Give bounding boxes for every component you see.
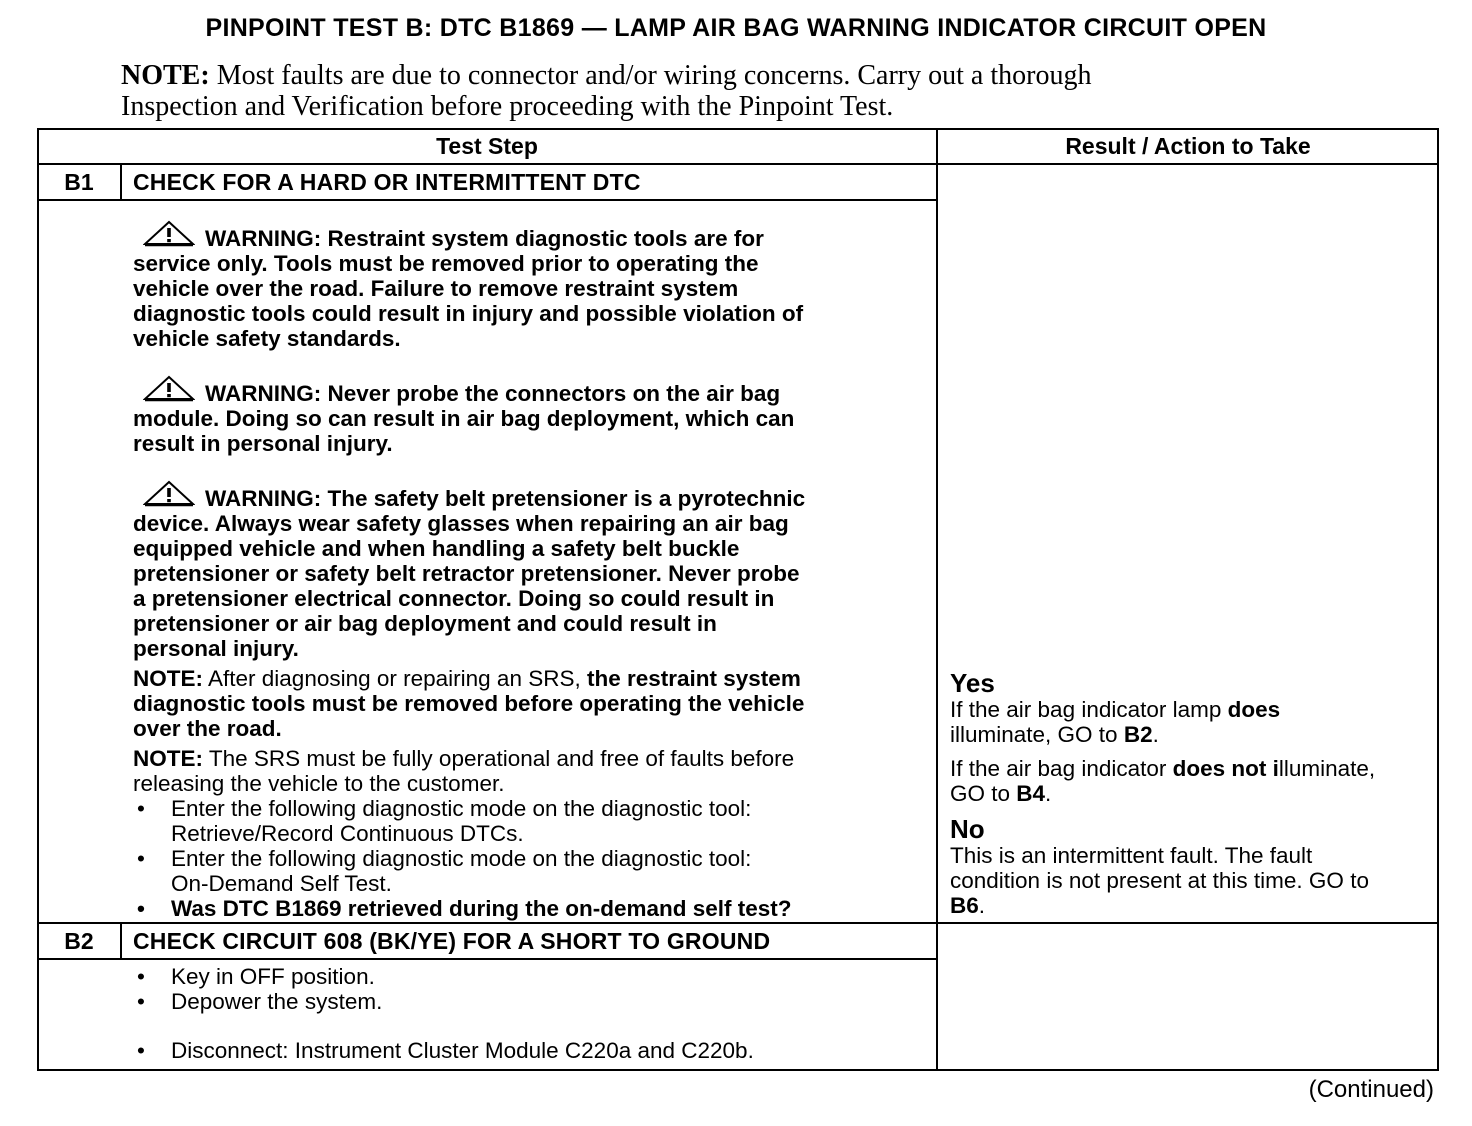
- intro-note-label: NOTE:: [121, 60, 210, 91]
- warning-triangle-icon: [143, 375, 195, 403]
- note-2: NOTE: The SRS must be fully operational and free of faults before releasing the vehicle to the customer.: [133, 746, 795, 796]
- warning-3: WARNING: The safety belt pretensioner is a pyrotechnic device. Always wear safety glasses when repairing an air bag equipped vehicle and when handling a safety belt buckle pretensioner or safety belt retractor pretensioner. Never probe a pretensioner electrical connector. Doing so could result in pretensioner or air bag deployment and could result in personal injury.: [133, 480, 933, 661]
- result-yes-b: If the air bag indicator does not illuminate, GO to B4.: [950, 756, 1376, 806]
- step-id-b2: B2: [64, 928, 94, 954]
- header-result: Result / Action to Take: [1065, 133, 1311, 159]
- b1-bullet-3: • Was DTC B1869 retrieved during the on-demand self test?: [137, 896, 792, 921]
- result-no-label: No: [950, 814, 985, 844]
- b2-bullet-3: • Disconnect: Instrument Cluster Module C220a and C220b.: [137, 1038, 754, 1063]
- step-title-b1: CHECK FOR A HARD OR INTERMITTENT DTC: [133, 169, 641, 195]
- intro-note-text-1: Most faults are due to connector and/or wiring concerns. Carry out a thorough: [209, 60, 1092, 91]
- b1-bullet-1: • Enter the following diagnostic mode on the diagnostic tool: Retrieve/Record Continuous DTCs.: [137, 796, 752, 846]
- note-1: NOTE: After diagnosing or repairing an SRS, the restraint system diagnostic tools must be removed before operating the vehicle over the road.: [133, 666, 805, 741]
- b2-bullet-2: • Depower the system.: [137, 989, 383, 1014]
- intro-note-text-2: Inspection and Verification before proceeding with the Pinpoint Test.: [121, 91, 894, 122]
- step-title-b2: CHECK CIRCUIT 608 (BK/YE) FOR A SHORT TO GROUND: [133, 928, 771, 954]
- warning-2: WARNING: Never probe the connectors on the air bag module. Doing so can result in air bag deployment, which can result in personal injury.: [133, 375, 933, 456]
- result-b1: [950, 669, 1438, 918]
- continued-label: (Continued): [1308, 1076, 1434, 1103]
- result-yes-a: If the air bag indicator lamp does illuminate, GO to B2.: [950, 697, 1281, 747]
- header-test-step: Test Step: [436, 133, 538, 159]
- warning-1: WARNING: Restraint system diagnostic tools are for service only. Tools must be removed prior to operating the vehicle over the road. Failure to remove restraint system diagnostic tools could result in injury and possible violation of vehicle safety standards.: [133, 220, 933, 351]
- result-no-text: This is an intermittent fault. The fault condition is not present at this time. GO to B6.: [950, 843, 1369, 918]
- b2-bullet-1: • Key in OFF position.: [137, 964, 375, 989]
- step-body-b1: [133, 220, 933, 921]
- step-body-b2: [133, 964, 933, 1063]
- warning-triangle-icon: [143, 480, 195, 508]
- result-yes-label: Yes: [950, 668, 995, 698]
- warning-triangle-icon: [143, 220, 195, 248]
- intro-note: [121, 60, 1321, 122]
- b1-bullet-2: • Enter the following diagnostic mode on the diagnostic tool: On-Demand Self Test.: [137, 846, 752, 896]
- pinpoint-table: [37, 128, 1439, 1071]
- page-title: PINPOINT TEST B: DTC B1869 — LAMP AIR BAG WARNING INDICATOR CIRCUIT OPEN: [205, 14, 1267, 42]
- step-id-b1: B1: [64, 169, 94, 195]
